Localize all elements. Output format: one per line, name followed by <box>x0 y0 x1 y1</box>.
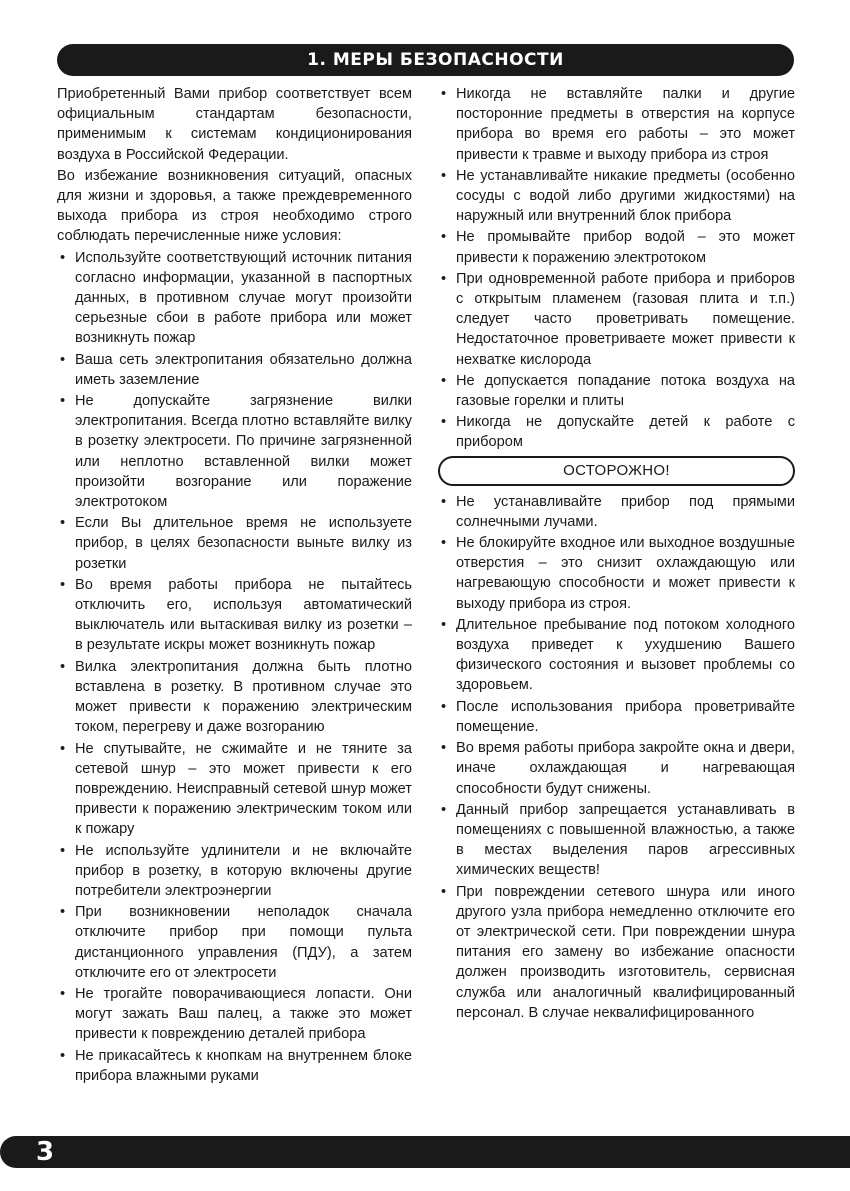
list-item: • Ваша сеть электропитания обязательно должна иметь заземление <box>57 350 412 390</box>
safety-list <box>438 84 795 453</box>
list-item: • Не спутывайте, не сжимайте и не тяните за сетевой шнур – это может привести к его повреждению. Неисправный сетевой шнур может привести к поражению электрическим током или к пожару <box>57 739 412 840</box>
list-item: • Не устанавливайте никакие предметы (особенно сосуды с водой либо другими жидкостями) на наружный или внутренний блок прибора <box>438 166 795 227</box>
list-item: • Не допускается попадание потока воздуха на газовые горелки и плиты <box>438 371 795 411</box>
list-item: • Данный прибор запрещается устанавливать в помещениях с повышенной влажностью, а также в местах выделения паров агрессивных химических веществ! <box>438 800 795 881</box>
list-item: • Не устанавливайте прибор под прямыми солнечными лучами. <box>438 492 795 532</box>
list-item: • Не используйте удлинители и не включайте прибор в розетку, в которую включены другие потребители электроэнергии <box>57 841 412 902</box>
list-item: • Используйте соответствующий источник питания согласно информации, указанной в паспортных данных, в противном случае могут произойти серьезные сбои в работе прибора или может возникнуть пожар <box>57 248 412 349</box>
intro-paragraph: Во избежание возникновения ситуаций, опасных для жизни и здоровья, а также преждевременного выхода прибора из строя необходимо строго соблюдать перечисленные ниже условия: <box>57 167 412 245</box>
list-item: • При возникновении неполадок сначала отключите прибор при помощи пульта дистанционного управления (ПДУ), а затем отключите его от электросети <box>57 902 412 983</box>
list-item: • Не трогайте поворачивающиеся лопасти. Они могут зажать Ваш палец, а также это может привести к повреждению деталей прибора <box>57 984 412 1045</box>
list-item: • Не допускайте загрязнение вилки электропитания. Всегда плотно вставляйте вилку в розетку электросети. По причине загрязненной или неплотно вставленной вилки может произойти возгорание или поражение электротоком <box>57 391 412 512</box>
list-item: • Не промывайте прибор водой – это может привести к поражению электротоком <box>438 227 795 267</box>
list-item: • Длительное пребывание под потоком холодного воздуха приведет к ухудшению Вашего физического состояния и вызовет проблемы со здоровьем. <box>438 615 795 696</box>
right-column <box>438 84 795 1024</box>
list-item: • Вилка электропитания должна быть плотно вставлена в розетку. В противном случае это может привести к поражению электрическим током, перегреву и даже возгоранию <box>57 657 412 738</box>
list-item: • Не прикасайтесь к кнопкам на внутреннем блоке прибора влажными руками <box>57 1046 412 1086</box>
list-item: • Никогда не вставляйте палки и другие посторонние предметы в отверстия на корпусе прибора во время его работы – это может привести к травме и выходу прибора из строя <box>438 84 795 165</box>
list-item: • При одновременной работе прибора и приборов с открытым пламенем (газовая плита и т.п.) следует часто проветривать помещение. Недостаточное проветриваете может привести к нехватке кислорода <box>438 269 795 370</box>
warning-heading: ОСТОРОЖНО! <box>438 456 795 486</box>
page-number: 3 <box>36 1137 55 1167</box>
intro-paragraph: Приобретенный Вами прибор соответствует всем официальным стандартам безопасности, применимым к системам кондиционирования воздуха в Российской Федерации. <box>57 86 412 163</box>
list-item: • Если Вы длительное время не используете прибор, в целях безопасности выньте вилку из розетки <box>57 513 412 574</box>
list-item: • Не блокируйте входное или выходное воздушные отверстия – это снизит охлаждающую или нагревающую способности и может привести к выходу прибора из строя. <box>438 533 795 614</box>
section-header-bar <box>57 44 794 76</box>
footer-bar <box>0 1136 850 1168</box>
list-item: • Во время работы прибора закройте окна и двери, иначе охлаждающая и нагревающая способности будут снижены. <box>438 738 795 799</box>
warning-list <box>438 492 795 1023</box>
list-item: • Никогда не допускайте детей к работе с прибором <box>438 412 795 452</box>
list-item: • После использования прибора проветривайте помещение. <box>438 697 795 737</box>
safety-list <box>57 248 412 1086</box>
section-title: 1. МЕРЫ БЕЗОПАСНОСТИ <box>307 50 564 70</box>
list-item: • Во время работы прибора не пытайтесь отключить его, используя автоматический выключатель или вытаскивая вилку из розетки – в результате искры может возникнуть пожар <box>57 575 412 656</box>
left-column <box>57 84 412 1087</box>
list-item: • При повреждении сетевого шнура или иного другого узла прибора немедленно отключите его от электрической сети. При повреждении шнура питания его замену во избежание опасности должен производить изготовитель, сервисная служба или аналогичный квалифицированный персонал. В случае неквалифицированного <box>438 882 795 1023</box>
